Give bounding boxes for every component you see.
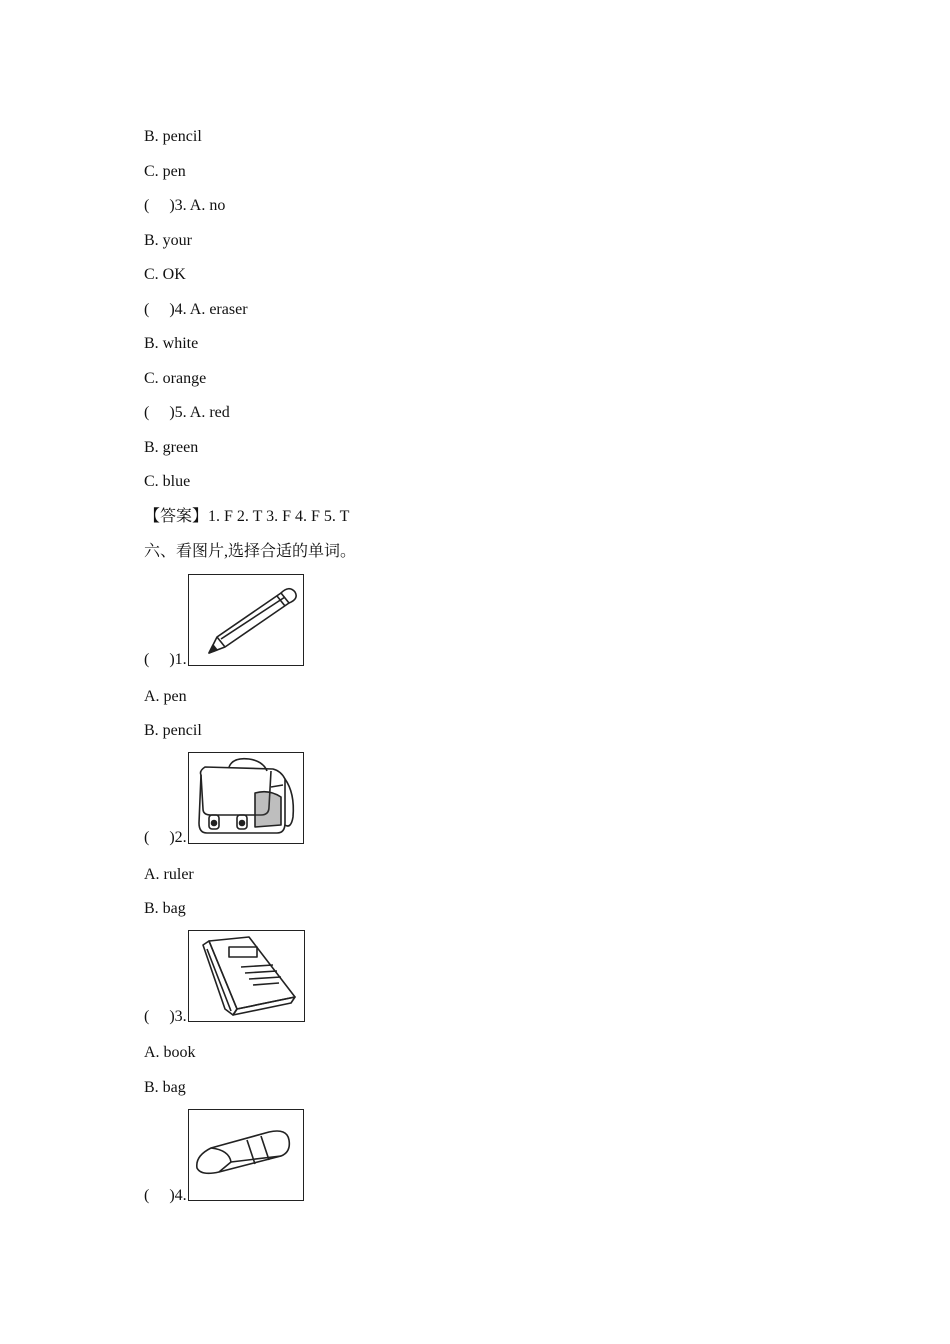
option-line: A. pen: [144, 688, 187, 705]
pencil-icon: [189, 575, 303, 665]
question-line: ( )3.: [144, 1008, 187, 1025]
book-icon: [189, 931, 304, 1021]
option-line: A. ruler: [144, 866, 194, 883]
option-line: C. blue: [144, 473, 191, 490]
option-line: B. pencil: [144, 128, 202, 145]
option-line: A. book: [144, 1044, 196, 1061]
picture-frame: [188, 574, 304, 666]
picture-frame: [188, 1109, 304, 1201]
option-line: C. pen: [144, 163, 186, 180]
question-line: ( )4. A. eraser: [144, 301, 248, 318]
question-line: ( )3. A. no: [144, 197, 226, 214]
question-line: ( )4.: [144, 1187, 187, 1204]
option-line: B. your: [144, 232, 192, 249]
question-line: ( )1.: [144, 651, 187, 668]
question-line: ( )5. A. red: [144, 404, 230, 421]
answer-key: 【答案】1. F 2. T 3. F 4. F 5. T: [144, 508, 350, 525]
option-line: C. OK: [144, 266, 186, 283]
schoolbag-icon: [189, 753, 303, 843]
section-heading: 六、看图片,选择合适的单词。: [144, 543, 357, 560]
option-line: B. green: [144, 439, 199, 456]
question-line: ( )2.: [144, 829, 187, 846]
option-line: B. bag: [144, 900, 186, 917]
option-line: B. white: [144, 335, 199, 352]
eraser-icon: [189, 1110, 303, 1200]
option-line: B. bag: [144, 1079, 186, 1096]
picture-frame: [188, 930, 305, 1022]
option-line: B. pencil: [144, 722, 202, 739]
option-line: C. orange: [144, 370, 207, 387]
picture-frame: [188, 752, 304, 844]
